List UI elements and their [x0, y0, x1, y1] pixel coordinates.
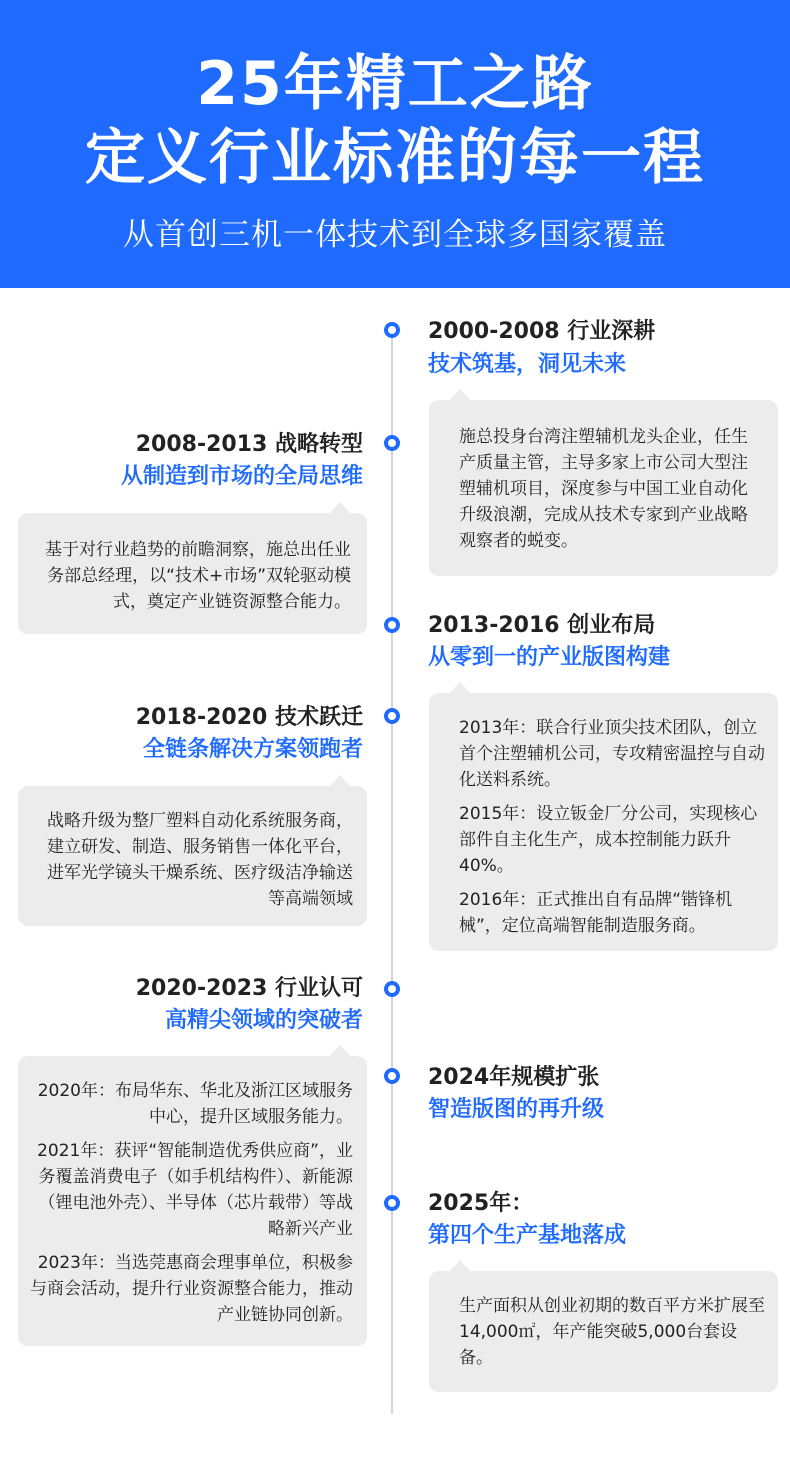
milestone-year: 2024年规模扩张: [428, 1065, 600, 1090]
milestone-year: 2013-2016 创业布局: [428, 613, 656, 638]
card-text: 2013年：联合行业顶尖技术团队，创立首个注塑辅机公司，专攻精密温控与自动化送料系统。: [459, 718, 765, 790]
card-pointer: [449, 682, 471, 694]
card-pointer: [449, 389, 471, 401]
timeline-dot: [384, 708, 400, 724]
hero-title-line2: 定义行业标准的每一程: [85, 123, 705, 193]
milestone-card: [429, 693, 778, 951]
milestone-subtitle: 全链条解决方案领跑者: [142, 737, 363, 762]
milestone-subtitle: 从零到一的产业版图构建: [428, 645, 671, 670]
card-text: 2020年：布局华东、华北及浙江区域服务中心，提升区域服务能力。: [37, 1081, 353, 1127]
timeline-dot: [384, 435, 400, 451]
card-pointer: [329, 1045, 351, 1057]
card-text: 2021年：获评“智能制造优秀供应商”，业务覆盖消费电子（如手机结构件）、新能源（锂电池外壳）、半导体（芯片载带）等战略新兴产业: [37, 1141, 353, 1239]
milestone-card: [429, 1271, 778, 1392]
milestone-year: 2018-2020 技术跃迁: [135, 705, 363, 730]
timeline-dot: [384, 1195, 400, 1211]
card-text: 生产面积从创业初期的数百平方米扩展至14,000㎡，年产能突破5,000台套设备。: [459, 1296, 765, 1368]
milestone-year: 2025年：: [428, 1191, 534, 1216]
milestone-subtitle: 高精尖领域的突破者: [164, 1008, 363, 1033]
card-text: 2015年：设立钣金厂分公司，实现核心部件自主化生产，成本控制能力跃升40%。: [459, 804, 758, 876]
timeline-dot: [384, 981, 400, 997]
card-text: 施总投身台湾注塑辅机龙头企业，任生产质量主管，主导多家上市公司大型注塑辅机项目，深度参与中国工业自动化升级浪潮，完成从技术专家到产业战略观察者的蜕变。: [459, 427, 748, 551]
card-pointer: [329, 775, 351, 787]
card-pointer: [329, 502, 351, 514]
milestone-subtitle: 智造版图的再升级: [428, 1097, 605, 1122]
milestone-year: 2000-2008 行业深耕: [428, 319, 656, 344]
hero-subtitle: 从首创三机一体技术到全球多国家覆盖: [123, 217, 667, 253]
milestone-card: [18, 1056, 367, 1346]
timeline-axis: [391, 322, 393, 1414]
milestone-year: 2020-2023 行业认可: [135, 976, 363, 1001]
timeline-dot: [384, 617, 400, 633]
hero-title-line1: 25年精工之路: [196, 49, 594, 119]
timeline-dot: [384, 1068, 400, 1084]
card-text: 基于对行业趋势的前瞻洞察，施总出任业务部总经理，以“技术+市场”双轮驱动模式，奠定产业链资源整合能力。: [45, 540, 351, 612]
hero-banner: [0, 0, 790, 288]
milestone-subtitle: 技术筑基，洞见未来: [428, 352, 627, 377]
milestone-card: [429, 400, 778, 576]
card-text: 2016年：正式推出自有品牌“锴锋机械”，定位高端智能制造服务商。: [459, 890, 733, 936]
milestone-subtitle: 第四个生产基地落成: [428, 1223, 627, 1248]
milestone-card: [18, 513, 367, 634]
milestone-card: [18, 786, 367, 926]
card-pointer: [449, 1260, 471, 1272]
card-text: 战略升级为整厂塑料自动化系统服务商，建立研发、制造、服务销售一体化平台，进军光学镜头干燥系统、医疗级洁净输送等高端领域: [47, 811, 353, 909]
milestone-year: 2008-2013 战略转型: [135, 432, 363, 457]
timeline-dot: [384, 322, 400, 338]
milestone-subtitle: 从制造到市场的全局思维: [120, 464, 363, 489]
card-text: 2023年：当选莞惠商会理事单位，积极参与商会活动，提升行业资源整合能力，推动产业链协同创新。: [30, 1253, 353, 1325]
